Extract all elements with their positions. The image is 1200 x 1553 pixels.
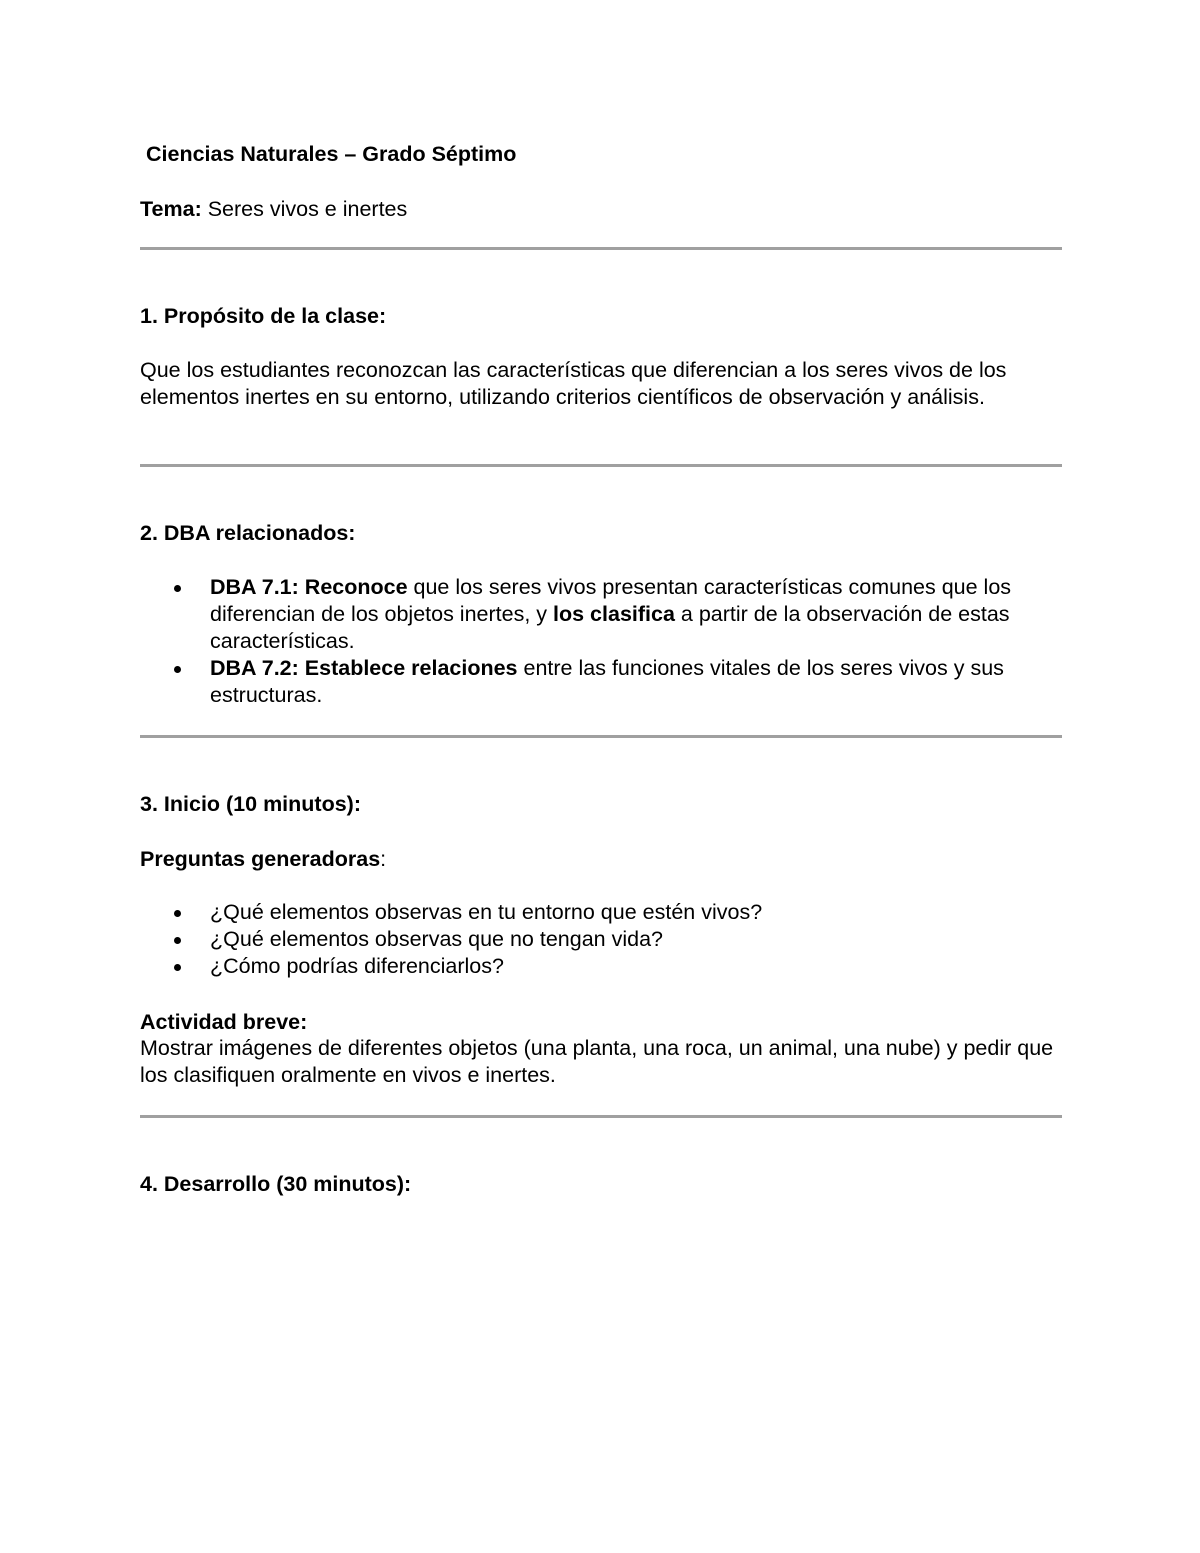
- horizontal-rule: [140, 464, 1062, 467]
- section-heading-dba: 2. DBA relacionados:: [140, 521, 356, 545]
- activity-heading: Actividad breve:: [140, 1010, 308, 1034]
- section-heading-purpose: 1. Propósito de la clase:: [140, 304, 387, 328]
- document-title: Ciencias Naturales – Grado Séptimo: [146, 142, 517, 166]
- questions-label: Preguntas generadoras: [140, 847, 381, 871]
- topic-value: Seres vivos e inertes: [201, 197, 408, 221]
- questions-list: [140, 899, 1062, 980]
- dba-list: [140, 574, 1062, 709]
- section-heading-start: 3. Inicio (10 minutos):: [140, 792, 361, 816]
- dba-verb: Reconoce: [298, 575, 408, 599]
- section-heading-development: 4. Desarrollo (30 minutos):: [140, 1172, 412, 1196]
- questions-colon: :: [380, 847, 387, 871]
- horizontal-rule: [140, 247, 1062, 250]
- bullet-icon: [174, 585, 181, 592]
- list-item: [140, 655, 1062, 709]
- questions-heading: [140, 845, 386, 873]
- dba-emphasis: los clasifica: [553, 602, 675, 626]
- topic-line: [140, 195, 407, 223]
- list-item: [140, 926, 1062, 953]
- dba-text: que los seres vivos presentan características comunes que los diferencian de los objetos inertes, y: [210, 575, 1012, 626]
- horizontal-rule: [140, 735, 1062, 738]
- dba-code: DBA 7.1:: [210, 575, 299, 599]
- bullet-icon: [174, 910, 181, 917]
- horizontal-rule: [140, 1115, 1062, 1118]
- activity-paragraph: Mostrar imágenes de diferentes objetos (una planta, una roca, un animal, una nube) y pedir que los clasifiquen oralmente en vivos e inertes.: [140, 1036, 1054, 1087]
- topic-label: Tema:: [140, 197, 202, 221]
- list-item: [140, 574, 1062, 655]
- list-item: [140, 953, 1062, 980]
- question-text: ¿Cómo podrías diferenciarlos?: [210, 954, 504, 978]
- dba-code: DBA 7.2:: [210, 656, 299, 680]
- dba-text-end: a partir de la observación de estas características.: [210, 602, 1010, 653]
- list-item: [140, 899, 1062, 926]
- question-text: ¿Qué elementos observas en tu entorno que estén vivos?: [210, 900, 763, 924]
- bullet-icon: [174, 937, 181, 944]
- question-text: ¿Qué elementos observas que no tengan vida?: [210, 927, 663, 951]
- purpose-paragraph: Que los estudiantes reconozcan las características que diferencian a los seres vivos de los elementos inertes en su entorno, utilizando criterios científicos de observación y análisis.: [140, 358, 1007, 409]
- dba-text: entre las funciones vitales de los seres vivos y sus estructuras.: [210, 656, 1004, 707]
- bullet-icon: [174, 964, 181, 971]
- bullet-icon: [174, 666, 181, 673]
- dba-verb: Establece relaciones: [298, 656, 518, 680]
